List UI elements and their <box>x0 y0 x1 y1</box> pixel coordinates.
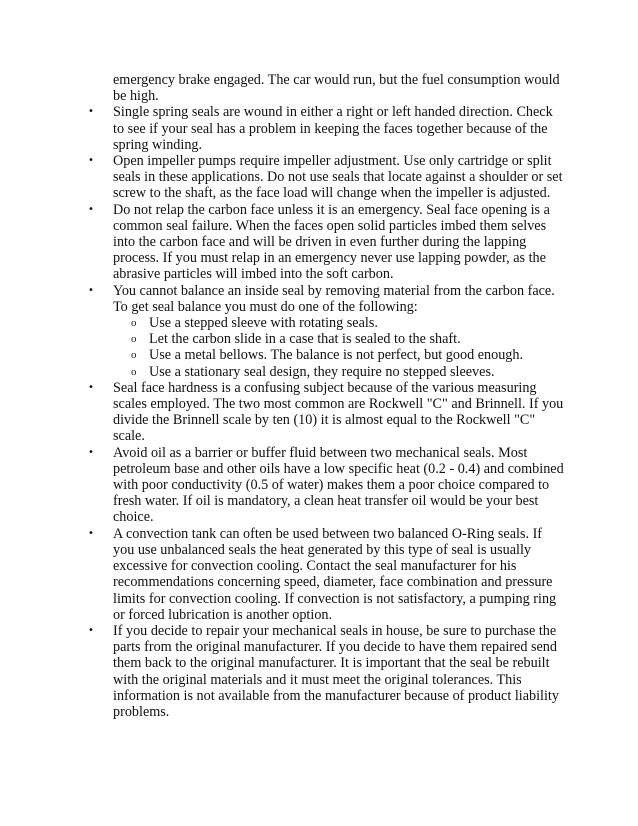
sub-bullet-marker: o <box>131 333 137 346</box>
list-item-text: A convection tank can often be used between two balanced O-Ring seals. If you use unbalanced seals the heat generated by this type of seal is usually excessive for convection cooling. Contact the seal manufacturer for his recommendations concerning speed, diameter, face combination and pressure limits for convection cooling. If convection is not satisfactory, a pumping ring or forced lubrication is another option. <box>113 525 557 623</box>
sub-bullet-marker: o <box>131 317 137 330</box>
sub-list-item <box>131 315 566 331</box>
sub-list-item-text: Let the carbon slide in a case that is sealed to the shaft. <box>149 331 461 348</box>
list-item <box>88 202 566 283</box>
sub-bullet-marker: o <box>131 349 137 362</box>
list-item <box>88 445 566 526</box>
document-body <box>88 72 566 720</box>
sub-bullet-marker: o <box>131 365 137 378</box>
list-item <box>88 283 566 380</box>
sub-list-item-text: Use a metal bellows. The balance is not perfect, but good enough. <box>149 347 524 364</box>
list-item-text: Avoid oil as a barrier or buffer fluid between two mechanical seals. Most petroleum base and other oils have a low specific heat (0.2 - 0.4) and combined with poor conductivity (0.5 of water) makes them a poor choice compared to fresh water. If oil is mandatory, a clean heat transfer oil would be your best choice. <box>113 444 564 526</box>
bullet-marker: • <box>88 284 94 296</box>
list-item <box>88 380 566 445</box>
sub-list <box>113 315 566 380</box>
list-item <box>88 104 566 153</box>
list-item-text: Seal face hardness is a confusing subject because of the various measuring scales employed. The two most common are Rockwell "C" and Brinnell. If you divide the Brinnell scale by ten (10) it is almost equal to the Rockwell "C" scale. <box>113 379 564 445</box>
sub-list-item <box>131 331 566 347</box>
bullet-list <box>88 104 566 720</box>
sub-list-item-text: Use a stationary seal design, they require no stepped sleeves. <box>149 363 495 380</box>
sub-list-item-text: Use a stepped sleeve with rotating seals. <box>149 315 378 332</box>
list-item-text: You cannot balance an inside seal by removing material from the carbon face. To get seal balance you must do one of the following: <box>113 282 555 315</box>
bullet-marker: • <box>88 624 94 636</box>
bullet-marker: • <box>88 381 94 393</box>
list-item-text: Single spring seals are wound in either a right or left handed direction. Check to see if your seal has a problem in keeping the faces together because of the spring winding. <box>113 104 553 153</box>
bullet-marker: • <box>88 446 94 458</box>
list-item <box>88 526 566 623</box>
bullet-marker: • <box>88 106 94 118</box>
bullet-marker: • <box>88 527 94 539</box>
list-item <box>88 623 566 720</box>
list-item-text: If you decide to repair your mechanical seals in house, be sure to purchase the parts from the original manufacturer. If you decide to have them repaired send them back to the original manufacturer. It is important that the seal be rebuilt with the original materials and it must meet the original tolerances. This information is not available from the manufacturer because of product liability problems. <box>113 622 559 720</box>
list-item <box>88 153 566 202</box>
sub-list-item <box>131 347 566 363</box>
continuation-paragraph: emergency brake engaged. The car would run, but the fuel consumption would be high. <box>113 72 560 105</box>
list-item-text: Open impeller pumps require impeller adjustment. Use only cartridge or split seals in these applications. Do not use seals that locate against a shoulder or set screw to the shaft, as the face load will change when the impeller is adjusted. <box>113 153 563 202</box>
bullet-marker: • <box>88 203 94 215</box>
sub-list-item <box>131 364 566 380</box>
bullet-marker: • <box>88 155 94 167</box>
list-item-text: Do not relap the carbon face unless it is an emergency. Seal face opening is a common seal failure. When the faces open solid particles imbed them selves into the carbon face and will be driven in even further during the lapping process. If you must relap in an emergency never use lapping powder, as the abrasive particles will imbed into the soft carbon. <box>113 201 550 283</box>
